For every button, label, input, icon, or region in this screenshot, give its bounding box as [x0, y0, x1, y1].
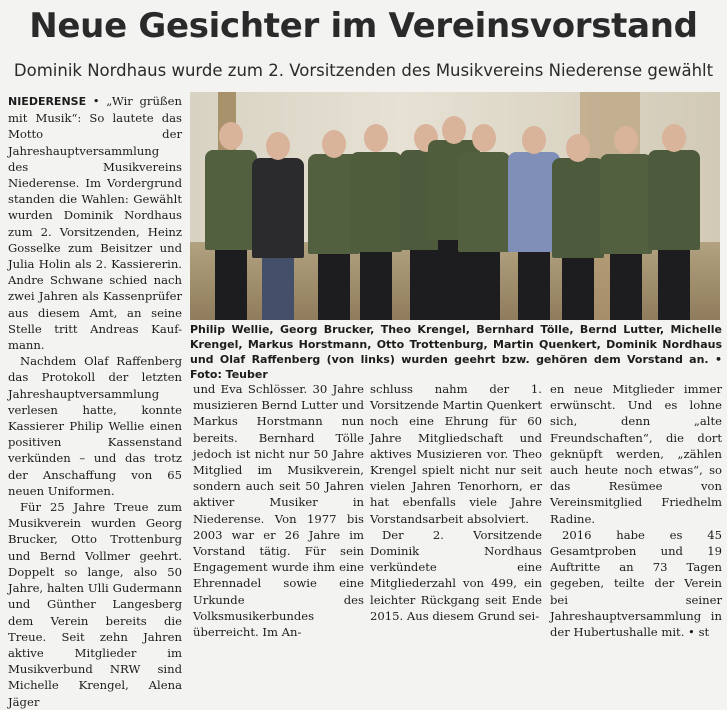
- paragraph: • „Wir grüßen mit Musik“: So lautete das Motto der Jahreshauptversammlung des Musikvereins Niederense. Im Vordergrund standen die Wahlen: Gewählt wurden Dominik Nordhaus zum 2. Vorsitzenden, Heinz Gosselke zum Beisitzer und Julia Holin als 2. Kassiererin. Andre Schwane schied nach zwei Jahren als Kassenprüfer aus diesem Amt, an seine Stelle tritt Andreas Kauf-mann.: [8, 94, 182, 353]
- paragraph: schluss nahm der 1. Vorsitzende Martin Quenkert noch eine Ehrung für 60 Jahre Mitgliedschaft und aktives Musizieren vor. Theo Krengel spielt nicht nur seit vielen Jahren Tenorhorn, er hat ebenfalls viele Jahre Vorstandsarbeit absolviert.: [370, 382, 542, 526]
- paragraph: Für 25 Jahre Treue zum Musikverein wurden Georg Brucker, Otto Trottenburg und Bernd Vollmer geehrt. Doppelt so lange, also 50 Jahre, halten Ulli Gudermann und Günther Langesberg dem Verein bereits die Treue. Seit zehn Jahren aktive Mitglieder im Musikverbund NRW sind Michelle Krengel, Alena Jäger: [8, 500, 182, 709]
- article-column-1: [8, 93, 182, 710]
- paragraph: Der 2. Vorsitzende Dominik Nordhaus verkündete eine Mitgliederzahl von 499, ein leichter Rückgang seit Ende 2015. Aus diesem Grund sei-: [370, 527, 542, 623]
- subheadline: Dominik Nordhaus wurde zum 2. Vorsitzenden des Musikvereins Niederense gewählt: [13, 61, 714, 80]
- paragraph: Nachdem Olaf Raffenberg das Protokoll der letzten Jahreshauptversammlung verlesen hatte, konnte Kassierer Philip Wellie einen positiven Kassenstand verkünden – und das trotz der Anschaffung von 65 neuen Uniformen.: [8, 354, 182, 498]
- paragraph: en neue Mitglieder immer erwünscht. Und es lohne sich, denn „alte Freundschaften“, die dort geknüpft werden, „zählen auch heute noch etwas“, so das Resümee von Vereinsmitglied Friedhelm Radine.: [550, 382, 722, 526]
- article-column-4: [550, 381, 722, 640]
- group-photo: [190, 92, 720, 320]
- dateline: NIEDERENSE: [8, 95, 87, 108]
- article-column-2: [193, 381, 364, 640]
- article-column-3: [370, 381, 542, 624]
- paragraph: und Eva Schlösser. 30 Jahre musizieren Bernd Lutter und Markus Horstmann nun bereits. Bernhard Tölle jedoch ist nicht nur 50 Jahre Mitglied im Musikverein, sondern auch seit 50 Jahren aktiver Musiker in Niederense. Von 1977 bis 2003 war er 26 Jahre im Vorstand tätig. Für sein Engagement wurde ihm eine Ehrennadel sowie eine Urkunde des Volksmusikerbundes überreicht. Im An-: [193, 382, 364, 640]
- photo-caption: Philip Wellie, Georg Brucker, Theo Krengel, Bernhard Tölle, Bernd Lutter, Michelle Krengel, Markus Horstmann, Otto Trottenburg, Martin Quenkert, Dominik Nordhaus und Olaf Raffenberg (von links) wurden geehrt bzw. gehören dem Vorstand an. • Foto: Teuber: [190, 323, 722, 381]
- headline: Neue Gesichter im Vereinsvorstand: [29, 6, 698, 46]
- paragraph: 2016 habe es 45 Gesamtproben und 19 Auftritte an 73 Tagen gegeben, teilte der Verein bei seiner Jahreshauptversammlung in der Hubertushalle mit. • st: [550, 527, 722, 640]
